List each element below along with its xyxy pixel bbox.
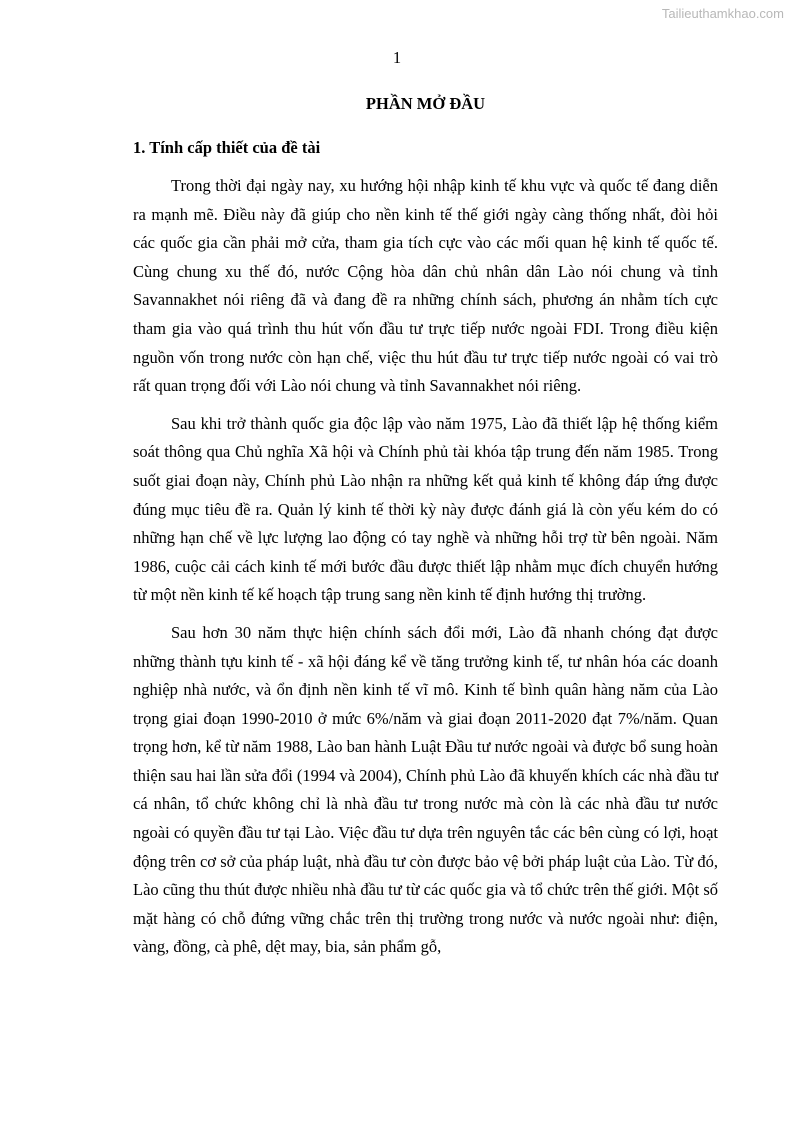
paragraph: Sau hơn 30 năm thực hiện chính sách đổi mới, Lào đã nhanh chóng đạt được những thành tựu kinh tế - xã hội đáng kể về tăng trưởng kinh tế, tư nhân hóa các doanh nghiệp nhà nước, và ổn định nền kinh tế vĩ mô. Kinh tế bình quân hàng năm của Lào trọng giai đoạn 1990-2010 ở mức 6%/năm và giai đoạn 2011-2020 đạt 7%/năm. Quan trọng hơn, kể từ năm 1988, Lào ban hành Luật Đầu tư nước ngoài và được bổ sung hoàn thiện sau hai lần sửa đổi (1994 và 2004), Chính phủ Lào đã khuyến khích các nhà đầu tư cá nhân, tổ chức không chỉ là nhà đầu tư trong nước mà còn là các nhà đầu tư nước ngoài có quyền đầu tư tại Lào. Việc đầu tư dựa trên nguyên tắc các bên cùng có lợi, hoạt động trên cơ sở của pháp luật, nhà đầu tư còn được bảo vệ bởi pháp luật của Lào. Từ đó, Lào cũng thu thút được nhiều nhà đầu tư từ các quốc gia và tổ chức trên thế giới. Một số mặt hàng có chỗ đứng vững chắc trên thị trường trong nước và nước ngoài như: điện, vàng, đồng, cà phê, dệt may, bia, sản phẩm gỗ, <box>133 622 718 957</box>
page-number: 1 <box>392 48 402 67</box>
section-heading: 1. Tính cấp thiết của đề tài <box>133 138 321 157</box>
document-body <box>133 86 718 962</box>
document-title: PHẦN MỞ ĐẦU <box>365 94 486 113</box>
paragraph: Trong thời đại ngày nay, xu hướng hội nhập kinh tế khu vực và quốc tế đang diễn ra mạnh mẽ. Điều này đã giúp cho nền kinh tế thế giới ngày càng thống nhất, đòi hỏi các quốc gia cần phải mở cửa, tham gia tích cực vào các mối quan hệ kinh tế quốc tế. Cùng chung xu thế đó, nước Cộng hòa dân chủ nhân dân Lào nói chung và tỉnh Savannakhet nói riêng đã và đang đề ra những chính sách, phương án nhằm tích cực tham gia vào quá trình thu hút vốn đầu tư trực tiếp nước ngoài FDI. Trong điều kiện nguồn vốn trong nước còn hạn chế, việc thu hút đầu tư trực tiếp nước ngoài có vai trò rất quan trọng đối với Lào nói chung và tỉnh Savannakhet nói riêng. <box>133 176 718 396</box>
watermark: Tailieuthamkhao.com <box>661 6 784 21</box>
paragraph: Sau khi trở thành quốc gia độc lập vào năm 1975, Lào đã thiết lập hệ thống kiểm soát thông qua Chủ nghĩa Xã hội và Chính phủ tài khóa tập trung đến năm 1985. Trong suốt giai đoạn này, Chính phủ Lào nhận ra những kết quả kinh tế không đáp ứng được đúng mục tiêu đề ra. Quản lý kinh tế thời kỳ này được đánh giá là còn yếu kém do có những hạn chế về lực lượng lao động có tay nghề và những hỗi trợ từ bên ngoài. Năm 1986, cuộc cải cách kinh tế mới bước đầu được thiết lập nhằm mục đích chuyển hướng từ một nền kinh tế kế hoạch tập trung sang nền kinh tế định hướng thị trường. <box>133 413 718 605</box>
